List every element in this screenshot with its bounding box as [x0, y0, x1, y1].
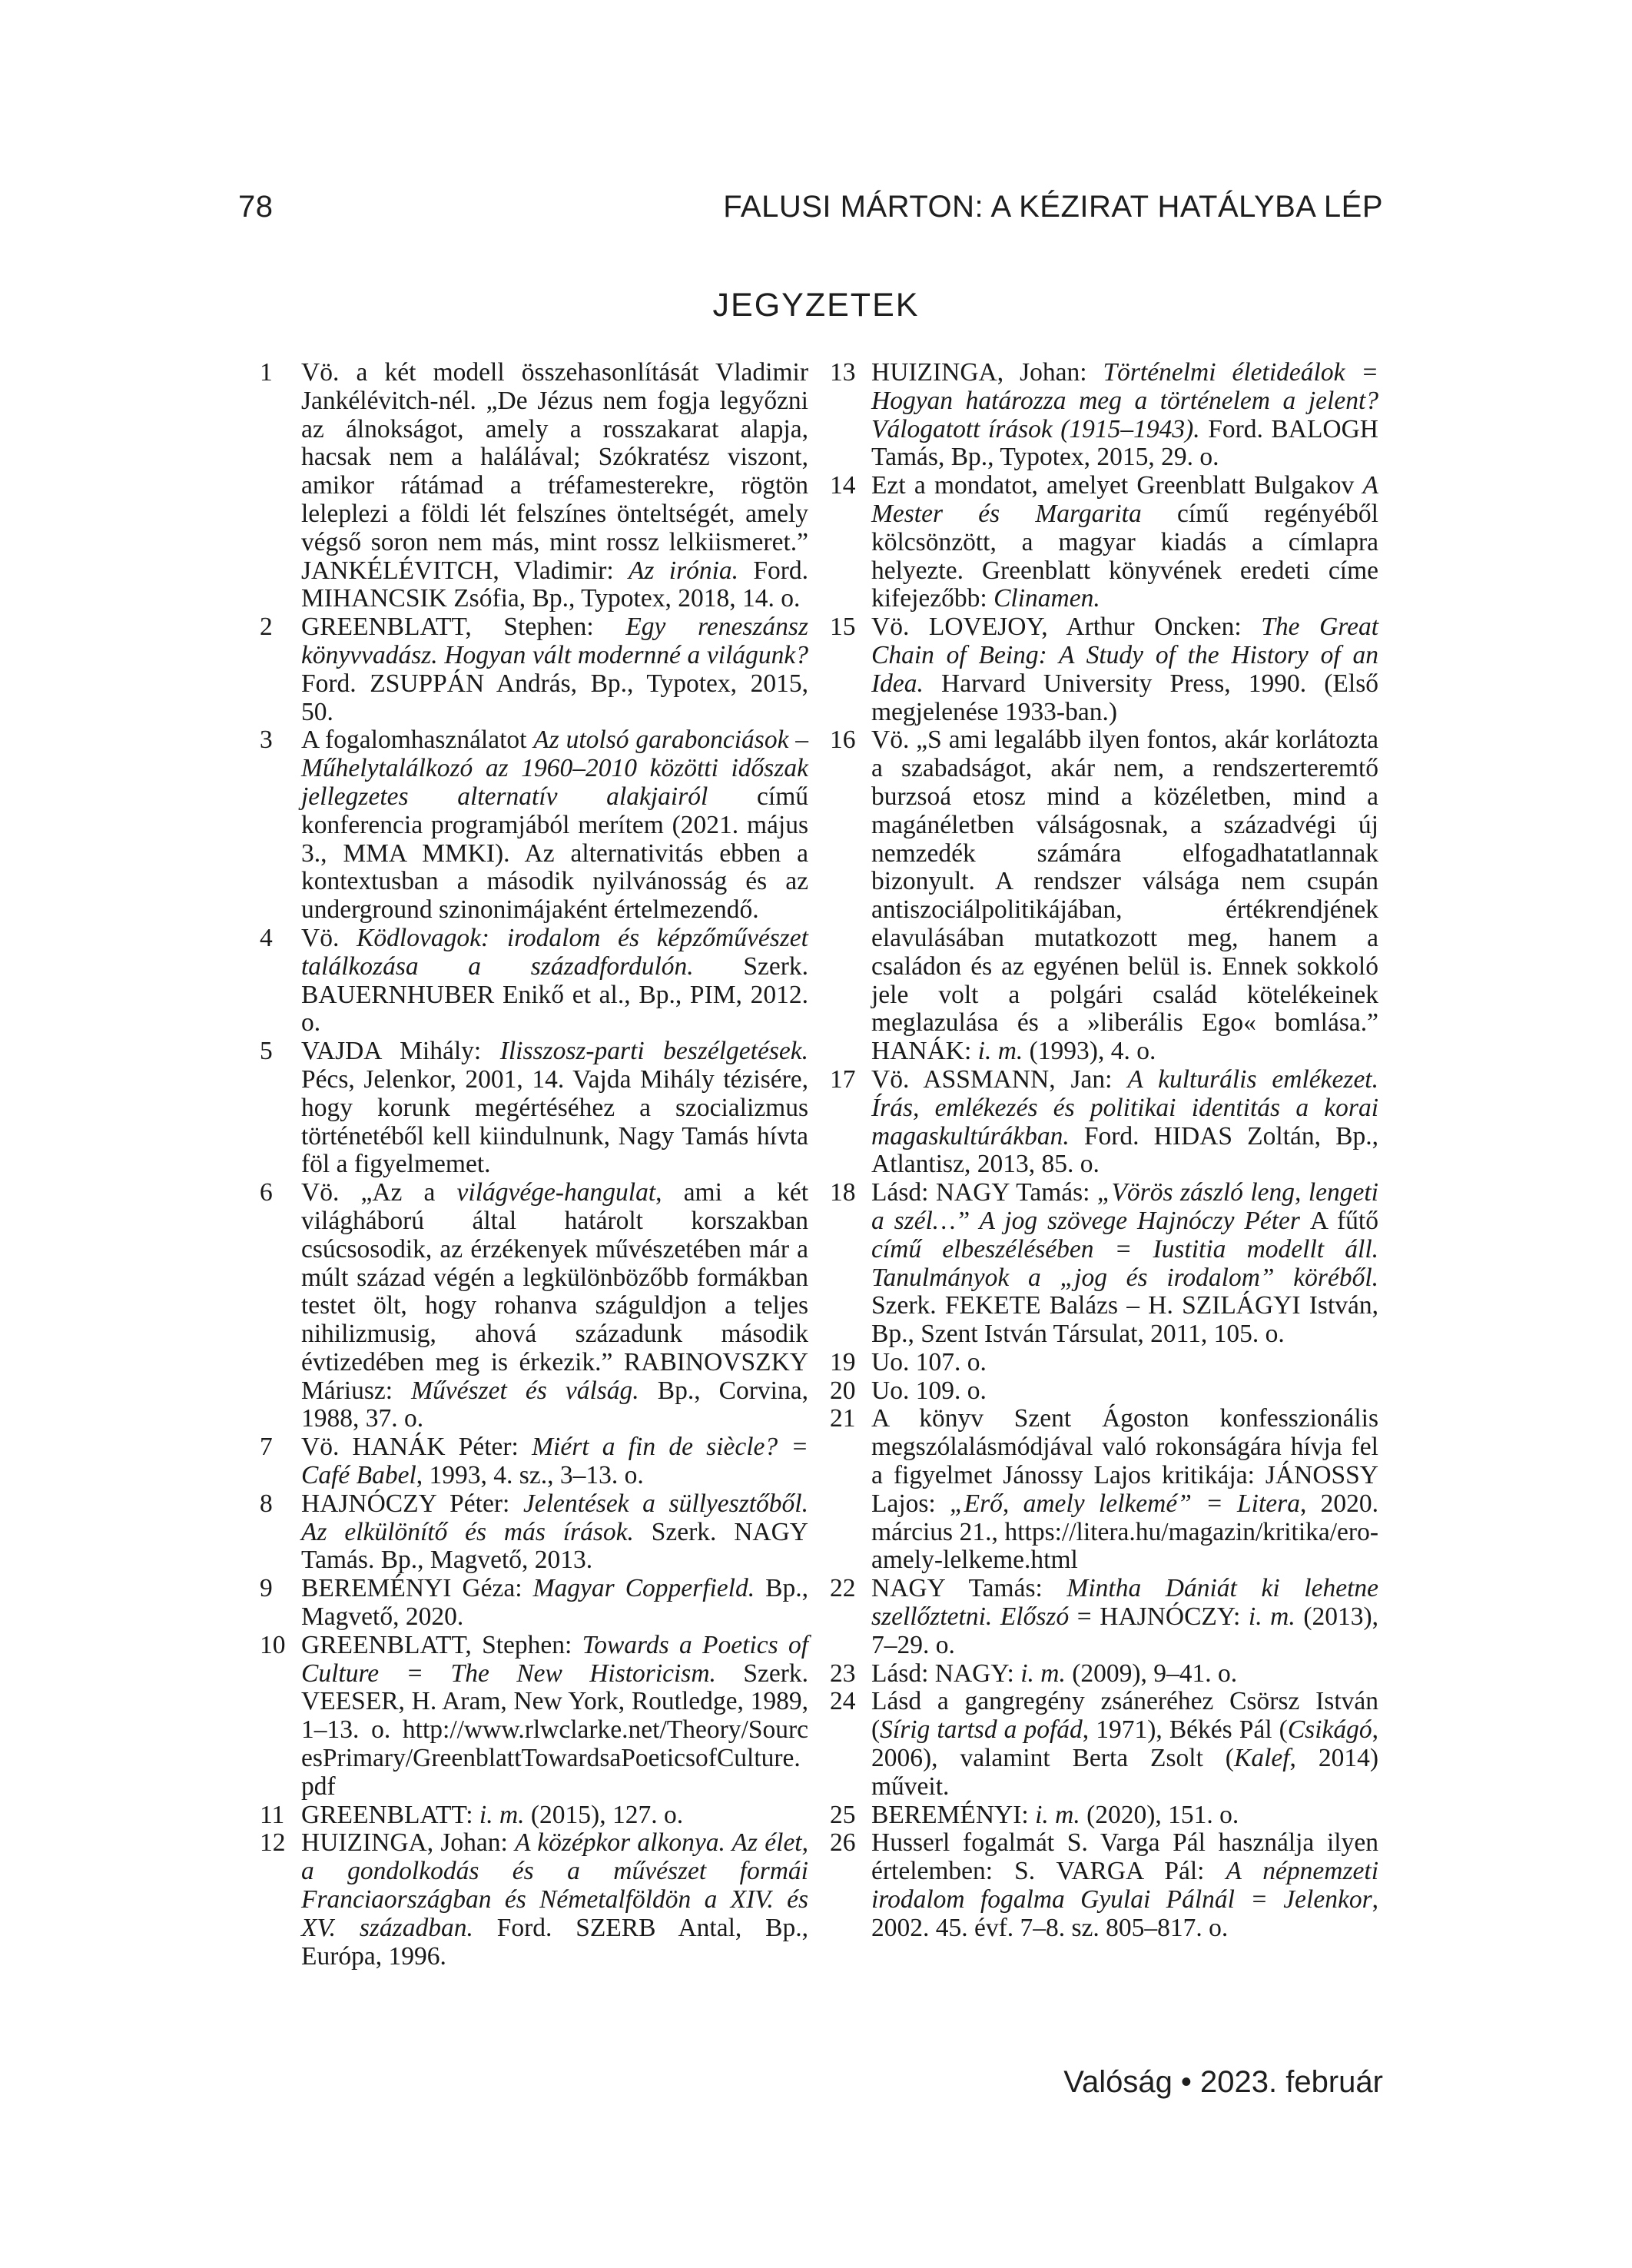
- note-text-run: Szerk. VEESER, H. Aram, New York, Routledge, 1989, 1–13. o.: [301, 1659, 808, 1745]
- note-text-run: BEREMÉNYI Géza:: [301, 1574, 533, 1603]
- note-title-italic: A középkor alkonya. Az élet, a gondolkodás és a művészet formái Franciaországban és Németalföldön a XIV. és XV. században.: [301, 1828, 808, 1942]
- note-text-run: Vö. HANÁK Péter:: [301, 1433, 532, 1462]
- section-title: JEGYZETEK: [712, 287, 920, 324]
- note-text: [871, 1377, 1378, 1406]
- note-text-run: (1993), 4. o.: [1023, 1037, 1156, 1066]
- page-number: 78: [238, 190, 274, 224]
- note-text-run: Lásd a gangregény zsáneréhez Csörsz István (: [871, 1687, 1378, 1745]
- note-number: 6: [260, 1178, 273, 1207]
- note-text: [301, 1829, 808, 1971]
- note-text-run: NAGY Tamás:: [871, 1574, 1067, 1603]
- note-text: [301, 925, 808, 1038]
- note-number: 14: [830, 471, 856, 500]
- note-number: 5: [260, 1037, 273, 1066]
- note-item: [830, 1801, 1378, 1830]
- note-number: 22: [830, 1574, 856, 1603]
- note-title-italic: „Erő, amely lelkemé” = Litera: [950, 1489, 1300, 1518]
- note-text-run: Vö. ASSMANN, Jan:: [871, 1064, 1128, 1094]
- note-text: [871, 1405, 1378, 1575]
- note-text-run: Ford. ZSUPPÁN András, Bp., Typotex, 2015, 50.: [301, 669, 808, 726]
- note-number: 13: [830, 358, 856, 387]
- note-text: [301, 1179, 808, 1433]
- note-text: [871, 1066, 1378, 1179]
- note-text-run: Vö. „Az a: [301, 1178, 457, 1207]
- note-title-italic: világvége-hangulat: [456, 1178, 656, 1207]
- note-item: [830, 1066, 1378, 1179]
- note-text: [871, 1688, 1378, 1801]
- note-text-run: című konferencia programjából merítem (2021. május 3., MMA MMKI). Az alternativitás ebben a kontextusban a második nyilvánosság és az underground szinonimájaként értelmezendő.: [301, 782, 809, 925]
- note-text-run: (2013), 7–29. o.: [871, 1602, 1379, 1659]
- note-text: [871, 613, 1378, 726]
- notes-column-right: [830, 359, 1378, 1971]
- note-number: 3: [260, 726, 273, 755]
- note-text-run: = HAJNÓCZY:: [1069, 1602, 1249, 1632]
- note-text-run: , 2020. március 21.,: [871, 1489, 1379, 1546]
- note-text-run: GREENBLATT:: [301, 1800, 479, 1829]
- note-text-run: Vö. „S ami legalább ilyen fontos, akár korlátozta a szabadságot, akár nem, a rendszerteremtő burzsoá etosz mind a közéletben, mind a magánéletben válságosnak, a századvégi új nemzedék számára elfogadhatatlannak bizonyult. A rendszer válsága nem csupán antiszociálpolitikájában, értékrendjének elavulásában mutatkozott meg, hanem a családon és az egyénen belül is. Ennek sokkoló jele volt a polgári család kötelékeinek meglazulása és a »liberális Ego« bomlása.” HANÁK:: [871, 726, 1378, 1066]
- note-item: [830, 613, 1378, 726]
- note-number: 16: [830, 726, 856, 755]
- note-title-italic: i. m.: [1020, 1659, 1066, 1688]
- note-title-italic: A Mester és Margarita: [871, 471, 1378, 528]
- note-title-italic: „Vörös zászló leng, lengeti a szél…” A jog szövege Hajnóczy Péter: [871, 1178, 1378, 1235]
- notes-columns: [260, 359, 1379, 1971]
- note-text-run: GREENBLATT, Stephen:: [301, 1630, 582, 1659]
- note-text-run: , 1993, 4. sz., 3–13. o.: [416, 1461, 644, 1490]
- note-text: [871, 359, 1378, 472]
- note-title-italic: Mintha Dániát ki lehetne szellőztetni. Előszó: [871, 1574, 1378, 1632]
- note-text: [301, 613, 808, 726]
- note-text: [871, 472, 1378, 613]
- note-number: 23: [830, 1659, 856, 1688]
- note-number: 10: [260, 1630, 286, 1659]
- note-text: [301, 1490, 808, 1575]
- note-title-italic: című elbeszélésében = Iustitia modellt áll. Tanulmányok a „jog és irodalom” köréből.: [871, 1234, 1378, 1292]
- note-text-run: Harvard University Press, 1990. (Első megjelenése 1933-ban.): [871, 669, 1378, 726]
- note-text-run: , 2002. 45. évf. 7–8. sz. 805–817. o.: [871, 1885, 1378, 1942]
- note-text-run: Szerk. BAUERNHUBER Enikő et al., Bp., PIM, 2012. o.: [301, 951, 808, 1038]
- note-item: [260, 1829, 808, 1971]
- note-number: 25: [830, 1800, 856, 1829]
- note-title-italic: Clinamen.: [993, 584, 1100, 613]
- note-item: [830, 1829, 1378, 1942]
- note-title-italic: Az utolsó garabonciások – Műhelytalálkozó az 1960–2010 közötti időszak jellegzetes alternatív alakjairól: [301, 726, 808, 811]
- note-title-italic: Magyar Copperfield.: [532, 1574, 755, 1603]
- note-item: [260, 1179, 808, 1433]
- note-text: [301, 1575, 808, 1632]
- note-text-run: HUIZINGA, Johan:: [301, 1828, 516, 1858]
- note-text: [871, 726, 1378, 1066]
- note-text-run: Ford. HIDAS Zoltán, Bp., Atlantisz, 2013, 85. o.: [871, 1121, 1378, 1179]
- note-number: 1: [260, 358, 273, 387]
- note-title-italic: A kulturális emlékezet. Írás, emlékezés és politikai identitás a korai magaskultúrákban.: [871, 1064, 1378, 1151]
- note-item: [260, 1575, 808, 1632]
- page-footer: [238, 2066, 1383, 2098]
- note-text: [871, 1349, 1378, 1377]
- note-item: [830, 1688, 1378, 1801]
- note-title-italic: Egy reneszánsz könyvvadász. Hogyan vált modernné a világunk?: [301, 613, 809, 669]
- note-url: https://litera.hu/magazin/kritika/ero-amely-lelkeme.html: [871, 1517, 1378, 1575]
- note-text-run: Vö. LOVEJOY, Arthur Oncken:: [871, 613, 1262, 642]
- note-text-run: című regényéből kölcsönzött, a magyar kiadás a címlapra helyezte. Greenblatt könyvének eredeti címe kifejezőbb:: [871, 499, 1378, 613]
- note-text: [301, 1038, 808, 1179]
- note-title-italic: Művészet és válság.: [411, 1376, 639, 1405]
- note-text-run: A fűtő: [1309, 1206, 1378, 1235]
- note-text-run: Szerk. NAGY Tamás. Bp., Magvető, 2013.: [301, 1517, 808, 1575]
- note-item: [830, 1377, 1378, 1406]
- note-text-run: Bp., Magvető, 2020.: [301, 1574, 808, 1632]
- note-text-run: Uo. 107. o.: [871, 1347, 987, 1376]
- note-item: [260, 613, 808, 726]
- note-item: [260, 1801, 808, 1830]
- note-number: 2: [260, 613, 273, 642]
- note-number: 17: [830, 1064, 856, 1094]
- note-text-run: Ford. MIHANCSIK Zsófia, Bp., Typotex, 2018, 14. o.: [301, 556, 808, 613]
- note-title-italic: Csikágó: [1287, 1715, 1372, 1745]
- note-text-run: HUIZINGA, Johan:: [871, 358, 1103, 387]
- note-text-run: Lásd: NAGY Tamás:: [871, 1178, 1097, 1207]
- note-title-italic: Jelentések a süllyesztőből. Az elkülönítő és más írások.: [301, 1489, 808, 1546]
- note-text-run: Szerk. FEKETE Balázs – H. SZILÁGYI István, Bp., Szent István Társulat, 2011, 105. o.: [871, 1291, 1378, 1349]
- note-item: [260, 1433, 808, 1490]
- note-item: [260, 1490, 808, 1575]
- note-text-run: , ami a két világháború által határolt korszakban csúcsosodik, az érzékenyek művészetében már a múlt század végén a legkülönbözőbb formákban testet ölt, hogy rohanva száguldjon a teljes nihilizmusig, ahová századunk második évtizedében meg is érkezik.” RABINOVSZKY Máriusz:: [301, 1178, 808, 1405]
- note-item: [830, 1575, 1378, 1659]
- note-text-run: BEREMÉNYI:: [871, 1800, 1036, 1829]
- note-text-run: VAJDA Mihály:: [301, 1037, 500, 1066]
- running-header: FALUSI MÁRTON: A KÉZIRAT HATÁLYBA LÉP: [723, 190, 1383, 224]
- note-title-italic: i. m.: [1248, 1602, 1295, 1632]
- note-title-italic: Sírig tartsd a pofád: [880, 1715, 1083, 1745]
- note-text: [871, 1801, 1378, 1830]
- note-number: 19: [830, 1347, 856, 1376]
- note-number: 18: [830, 1178, 856, 1207]
- note-item: [260, 925, 808, 1038]
- note-text-run: Pécs, Jelenkor, 2001, 14. Vajda Mihály tézisére, hogy korunk megértéséhez a szocializmus történetéből kell kiindulnunk, Nagy Tamás hívta föl a figyelmemet.: [301, 1064, 808, 1179]
- note-item: [260, 1038, 808, 1179]
- note-text: [301, 726, 808, 925]
- note-number: 20: [830, 1376, 856, 1405]
- note-text-run: GREENBLATT, Stephen:: [301, 613, 626, 642]
- note-text: [301, 1801, 808, 1830]
- note-text: [301, 359, 808, 613]
- note-text-run: (2015), 127. o.: [524, 1800, 684, 1829]
- note-title-italic: The Great Chain of Being: A Study of the History of an Idea.: [871, 613, 1378, 698]
- note-item: [830, 1405, 1378, 1575]
- note-text-run: Vö.: [301, 923, 357, 952]
- note-number: 15: [830, 613, 856, 642]
- note-text-run: (2009), 9–41. o.: [1065, 1659, 1238, 1688]
- note-text-run: HAJNÓCZY Péter:: [301, 1489, 523, 1518]
- note-number: 7: [260, 1433, 273, 1462]
- note-url: http://www.rlwclarke.net/Theory/SourcesPrimary/GreenblattTowardsaPoeticsofCulture.pdf: [301, 1715, 808, 1801]
- note-number: 4: [260, 923, 273, 952]
- note-text-run: Vö. a két modell összehasonlítását Vladimir Jankélévitch-nél. „De Jézus nem fogja legyőzni az álnokságot, amely a rosszakarat alapja, hacsak nem a halálával; Szókratész viszont, amikor rátámad a tréfamesterekre, rögtön leleplezi a földi lét felszínes önteltségét, amely végső soron nem más, mint rossz lelkiismeret.” JANKÉLÉVITCH, Vladimir:: [301, 358, 808, 585]
- note-title-italic: i. m.: [977, 1037, 1023, 1066]
- note-item: [830, 1660, 1378, 1689]
- note-number: 21: [830, 1404, 856, 1433]
- note-title-italic: Történelmi életideálok = Hogyan határozza meg a történelem a jelent? Válogatott írások (1915–1943).: [871, 358, 1378, 443]
- note-number: 26: [830, 1828, 856, 1858]
- note-item: [260, 359, 808, 613]
- note-title-italic: Ködlovagok: irodalom és képzőművészet találkozása a századfordulón.: [301, 923, 808, 981]
- note-title-italic: Ilisszosz-parti beszélgetések.: [499, 1037, 808, 1066]
- note-number: 11: [260, 1800, 285, 1829]
- notes-column-left: [260, 359, 808, 1971]
- note-number: 8: [260, 1489, 273, 1518]
- note-number: 9: [260, 1574, 273, 1603]
- note-item: [830, 1179, 1378, 1349]
- page-header: [238, 191, 1383, 223]
- note-text: [871, 1660, 1378, 1689]
- note-item: [260, 726, 808, 925]
- note-item: [830, 726, 1378, 1066]
- note-text: [871, 1179, 1378, 1349]
- note-text-run: (2020), 151. o.: [1080, 1800, 1239, 1829]
- note-title-italic: Towards a Poetics of Culture = The New Historicism.: [301, 1630, 808, 1688]
- note-text-run: Ezt a mondatot, amelyet Greenblatt Bulgakov: [871, 471, 1363, 500]
- note-text-run: , 2006), valamint Berta Zsolt (: [871, 1715, 1378, 1773]
- journal-issue-label: Valóság • 2023. február: [1063, 2065, 1383, 2099]
- note-title-italic: i. m.: [479, 1800, 525, 1829]
- note-text-run: , 1971), Békés Pál (: [1082, 1715, 1288, 1745]
- note-text: [871, 1575, 1378, 1659]
- note-text: [301, 1632, 808, 1801]
- note-title-italic: Kalef: [1233, 1744, 1290, 1773]
- note-item: [830, 472, 1378, 613]
- note-title-italic: Az irónia.: [628, 556, 739, 585]
- note-item: [830, 359, 1378, 472]
- note-text-run: Ford. SZERB Antal, Bp., Európa, 1996.: [301, 1913, 808, 1971]
- note-text-run: Lásd: NAGY:: [871, 1659, 1021, 1688]
- note-text-run: , 2014) műveit.: [871, 1744, 1378, 1801]
- note-text: [301, 1433, 808, 1490]
- note-text-run: Uo. 109. o.: [871, 1376, 987, 1405]
- note-text: [871, 1829, 1378, 1942]
- note-text-run: A könyv Szent Ágoston konfesszionális megszólalásmódjával való rokonságára hívja fel a figyelmet Jánossy Lajos kritikája: JÁNOSSY Lajos:: [871, 1404, 1378, 1518]
- note-title-italic: Miért a fin de siècle? = Café Babel: [301, 1433, 809, 1490]
- note-text-run: A fogalomhasználatot: [301, 726, 534, 755]
- note-number: 24: [830, 1687, 856, 1716]
- note-text-run: Bp., Corvina, 1988, 37. o.: [301, 1376, 808, 1433]
- note-number: 12: [260, 1828, 286, 1858]
- note-item: [830, 1349, 1378, 1377]
- note-text-run: Husserl fogalmát S. Varga Pál használja ilyen értelemben: S. VARGA Pál:: [871, 1828, 1378, 1886]
- note-item: [260, 1632, 808, 1801]
- note-text-run: Ford. BALOGH Tamás, Bp., Typotex, 2015, 29. o.: [871, 414, 1378, 472]
- note-title-italic: i. m.: [1035, 1800, 1080, 1829]
- note-title-italic: A népnemzeti irodalom fogalma Gyulai Pálnál = Jelenkor: [871, 1857, 1378, 1914]
